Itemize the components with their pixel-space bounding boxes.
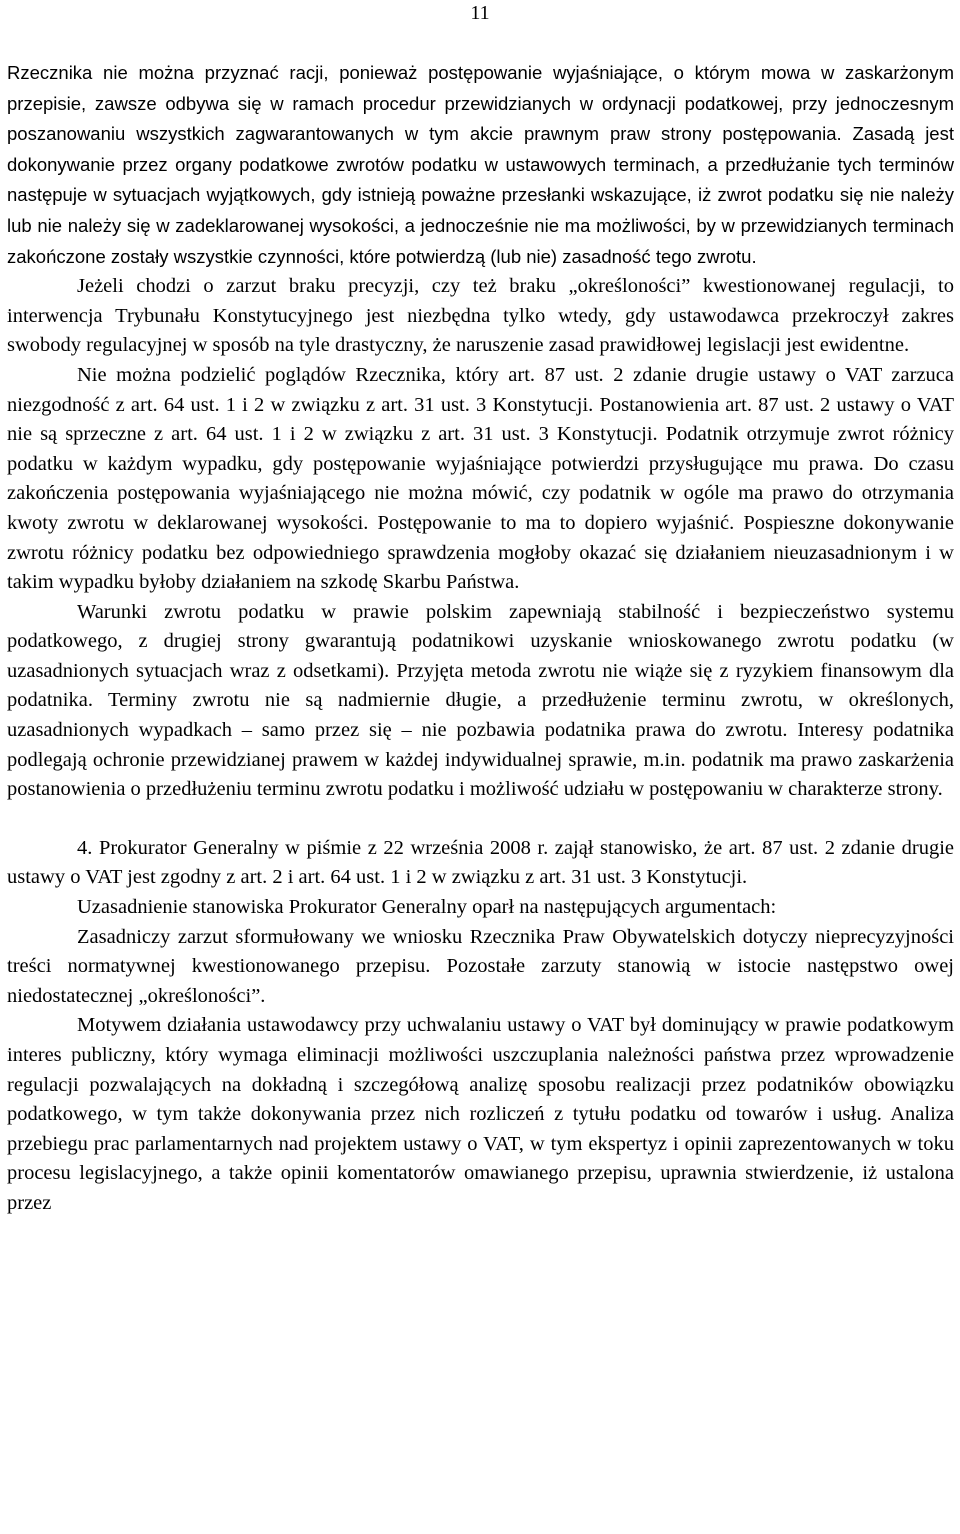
paragraph-text: Uzasadnienie stanowiska Prokurator Generalny oparł na następujących argumentach: [77,896,777,919]
page-number: 11 [470,2,490,24]
paragraph [7,1011,954,1218]
paragraph [7,923,954,1012]
paragraph [7,893,954,923]
paragraph [7,58,954,272]
document-body [7,58,954,1219]
paragraph [7,834,954,893]
paragraph-text: Warunki zwrotu podatku w prawie polskim zapewniają stabilność i bezpieczeństwo systemu podatkowego, z drugiej strony gwarantują podatnikowi uzyskanie wnioskowanego zwrotu podatku (w uzasadnionych sytuacjach wraz z odsetkami). Przyjęta metoda zwrotu nie wiąże się z ryzykiem finansowym dla podatnika. Terminy zwrotu nie są nadmiernie długie, a przedłużenie terminu zwrotu, w określonych, uzasadnionych wypadkach – samo przez się – nie pozbawia podatnika prawa do zwrotu. Interesy podatnika podlegają ochronie przewidzianej prawem w każdej indywidualnej sprawie, m.in. podatnik ma prawo zaskarżenia postanowienia o przedłużeniu terminu zwrotu podatku i możliwość udziału w postępowaniu w charakterze strony. [7,600,954,801]
paragraph-text: 4. Prokurator Generalny w piśmie z 22 września 2008 r. zajął stanowisko, że art. 87 ust. 2 zdanie drugie ustawy o VAT jest zgodny z art. 2 i art. 64 ust. 1 i 2 w związku z art. 31 ust. 3 Konstytucji. [7,836,954,889]
paragraph-text: Motywem działania ustawodawcy przy uchwalaniu ustawy o VAT był dominujący w prawie podatkowym interes publiczny, który wymaga eliminacji możliwości uszczuplania należności państwa przez wprowadzenie regulacji pozwalających na dokładną i szczegółową analizę sposobu realizacji przez podatników obowiązku podatkowego, w tym także dokonywania przez nich rozliczeń z tytułu podatku od towarów i usług. Analiza przebiegu prac parlamentarnych nad projektem ustawy o VAT, w tym ekspertyz i opinii zaprezentowanych w toku procesu legislacyjnego, a także opinii komentatorów omawianego przepisu, uprawnia stwierdzenie, iż ustalona przez [7,1014,954,1214]
paragraph [7,272,954,361]
paragraph-text: Jeżeli chodzi o zarzut braku precyzji, czy też braku „określoności” kwestionowanej regulacji, to interwencja Trybunału Konstytucyjnego jest niezbędna tylko wtedy, gdy ustawodawca przekroczył zakres swobody regulacyjnej w sposób na tyle drastyczny, że naruszenie zasad prawidłowej legislacji jest ewidentne. [7,275,954,357]
paragraph-text: Zasadniczy zarzut sformułowany we wniosku Rzecznika Praw Obywatelskich dotyczy nieprecyzyjności treści normatywnej kwestionowanego przepisu. Pozostałe zarzuty stanowią w istocie następstwo owej niedostatecznej „określoności”. [7,925,954,1007]
paragraph [7,598,954,805]
paragraph-text: Nie można podzielić poglądów Rzecznika, który art. 87 ust. 2 zdanie drugie ustawy o VAT zarzuca niezgodność z art. 64 ust. 1 i 2 w związku z art. 31 ust. 3 Konstytucji. Postanowienia art. 87 ust. 2 ustawy o VAT nie są sprzeczne z art. 64 ust. 1 i 2 w związku z art. 31 ust. 3 Konstytucji. Podatnik otrzymuje zwrot różnicy podatku w każdym wypadku, gdy postępowanie wyjaśniające potwierdzi przysługujące mu prawa. Do czasu zakończenia postępowania wyjaśniającego nie można mówić, czy podatnik w ogóle ma prawo do otrzymania kwoty zwrotu w deklarowanej wysokości. Postępowanie to ma to dopiero wyjaśnić. Pospieszne dokonywanie zwrotu różnicy podatku bez odpowiedniego sprawdzenia mogłoby okazać się działaniem nieuzasadnionym i w takim wypadku byłoby działaniem na szkodę Skarbu Państwa. [7,363,954,594]
paragraph [7,361,954,598]
paragraph-text: Rzecznika nie można przyznać racji, ponieważ postępowanie wyjaśniające, o którym mowa w zaskarżonym przepisie, zawsze odbywa się w ramach procedur przewidzianych w ordynacji podatkowej, przy jednoczesnym poszanowaniu wszystkich zagwarantowanych w tym akcie prawnym praw strony postępowania. Zasadą jest dokonywanie przez organy podatkowe zwrotów podatku w ustawowych terminach, a przedłużanie tych terminów następuje w sytuacjach wyjątkowych, gdy istnieją poważne przesłanki wskazujące, iż zwrot podatku się nie należy lub nie należy się w zadeklarowanej wysokości, a jednocześnie nie ma możliwości, by w przewidzianych terminach zakończone zostały wszystkie czynności, które potwierdzą (lub nie) zasadność tego zwrotu. [7,62,954,267]
